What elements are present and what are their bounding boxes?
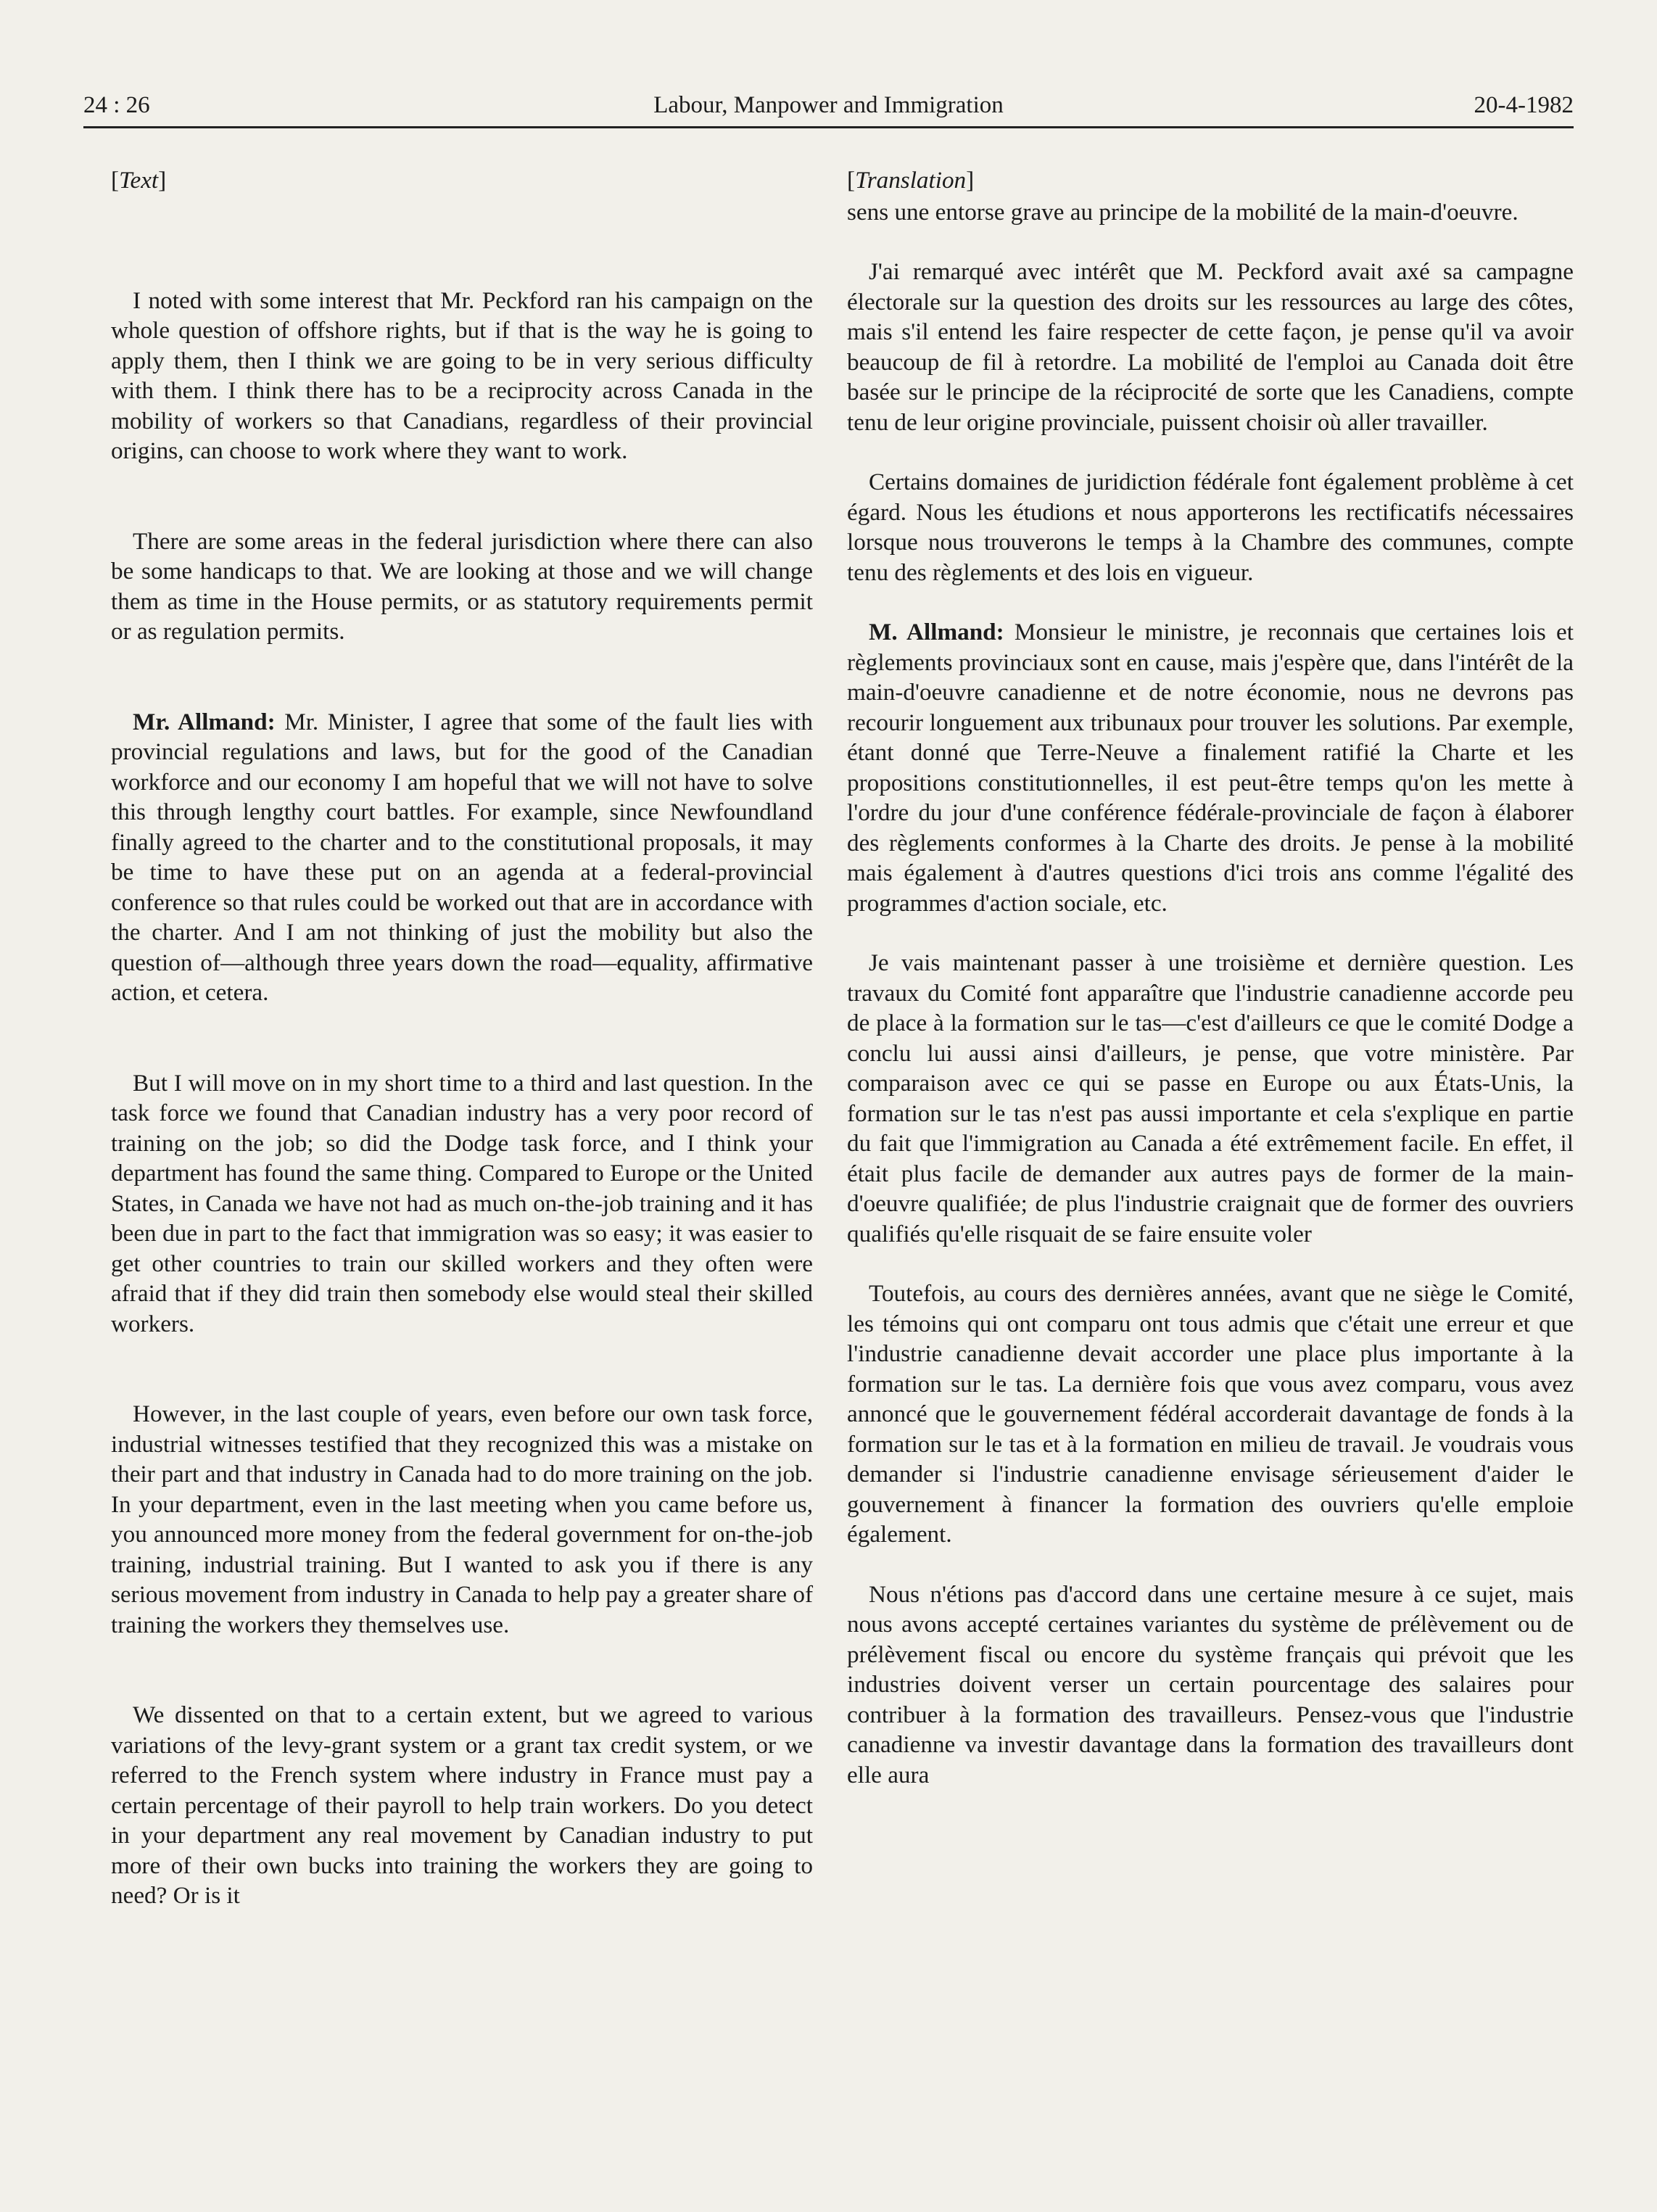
paragraph: Toutefois, au cours des dernières années, avant que ne siège le Comité, les témoins qui ont comparu ont tous admis que c'était une erreur et que l'industrie canadienne devait accorder une place plus importante à la formation sur le tas. La dernière fois que vous avez comparu, vous avez annoncé que le gouvernement fédéral accorderait davantage de fonds à la formation sur le tas et à la formation en milieu de travail. Je voudrais vous demander si l'industrie canadienne envisage sérieusement d'aider le gouvernement à financer la formation des ouvriers qu'elle emploie également.	[847, 1280, 1574, 1548]
page-header	[83, 86, 1574, 128]
header-date: 20-4-1982	[1474, 92, 1574, 118]
translation-marker: [Translation]	[847, 167, 975, 194]
speaker-name: Mr. Allmand:	[133, 708, 276, 735]
paragraph: Certains domaines de juridiction fédérale font également problème à cet égard. Nous les étudions et nous apporterons les rectificatifs nécessaires lorsque nous trouverons le temps à la Chambre des communes, compte tenu des règlements et des lois en vigueur.	[847, 469, 1574, 586]
paragraph: J'ai remarqué avec intérêt que M. Peckford avait axé sa campagne électorale sur la question des droits sur les ressources au large des côtes, mais s'il entend les faire respecter de cette façon, je pense qu'il va avoir beaucoup de fil à retordre. La mobilité de l'emploi au Canada doit être basée sur le principe de la réciprocité de sorte que les Canadiens, compte tenu de leur origine provinciale, puissent choisir où aller travailler.	[847, 258, 1574, 436]
page-number: 24 : 26	[83, 92, 150, 118]
text-marker: [Text]	[111, 167, 167, 194]
paragraph: But I will move on in my short time to a third and last question. In the task force we found that Canadian industry has a very poor record of training on the job; so did the Dodge task force, and I think your department has found the same thing. Compared to Europe or the United States, in Canada we have not had as much on-the-job training and it has been due in part to the fact that immigration was so easy; it was easier to get other countries to train our skilled workers and they often were afraid that if they did train then somebody else would steal their skilled workers.	[111, 1069, 813, 1337]
paragraph: Mr. Allmand: Mr. Minister, I agree that some of the fault lies with provincial regulations and laws, but for the good of the Canadian workforce and our economy I am hopeful that we will not have to solve this through lengthy court battles. For example, since Newfoundland finally agreed to the charter and to the constitutional proposals, it may be time to have these put on an agenda at a federal-provincial conference so that rules could be worked out that are in accordance with the charter. And I am not thinking of just the mobility but also the question of—although three years down the road—equality, affirmative action, et cetera.	[111, 708, 813, 1006]
speaker-name: M. Allmand:	[869, 619, 1004, 645]
english-column	[111, 165, 813, 1971]
paragraph: Nous n'étions pas d'accord dans une certaine mesure à ce sujet, mais nous avons accepté certaines variantes du système de prélèvement ou de prélèvement fiscal ou encore du système français qui prévoit que les industries doivent verser un certain pourcentage des salaires pour contribuer à la formation des travailleurs. Pensez-vous que l'industrie canadienne va investir davantage dans la formation des travailleurs dont elle aura	[847, 1580, 1574, 1788]
running-title: Labour, Manpower and Immigration	[653, 92, 1004, 118]
paragraph: There are some areas in the federal jurisdiction where there can also be some handicaps to that. We are looking at those and we will change them as time in the House permits, or as statutory requirements permit or as regulation permits.	[111, 527, 813, 645]
paragraph: We dissented on that to a certain extent, but we agreed to various variations of the levy-grant system or a grant tax credit system, or we referred to the French system where industry in France must pay a certain percentage of their payroll to help train workers. Do you detect in your department any real movement by Canadian industry to put more of their own bucks into training the workers they are going to need? Or is it	[111, 1701, 813, 1909]
paragraph: Je vais maintenant passer à une troisième et dernière question. Les travaux du Comité font apparaître que l'industrie canadienne accorde peu de place à la formation sur le tas—c'est d'ailleurs ce que le comité Dodge a conclu lui aussi ainsi d'ailleurs, je pense, que votre ministère. Par comparaison avec ce qui se passe en Europe ou aux États-Unis, la formation sur le tas n'est pas aussi importante et cela s'explique en partie du fait que l'immigration au Canada a été extrêmement facile. En effet, il était plus facile de demander aux autres pays de former de la main-d'oeuvre qualifiée; de plus l'industrie craignait que de former des ouvriers qualifiés qu'elle risquait de se faire ensuite voler	[847, 949, 1574, 1247]
paragraph: sens une entorse grave au principe de la mobilité de la main-d'oeuvre.	[847, 198, 1518, 226]
paragraph: I noted with some interest that Mr. Peckford ran his campaign on the whole question of offshore rights, but if that is the way he is going to apply them, then I think we are going to be in very serious difficulty with them. I think there has to be a reciprocity across Canada in the mobility of workers so that Canadians, regardless of their provincial origins, can choose to work where they want to work.	[111, 286, 813, 464]
paragraph: However, in the last couple of years, even before our own task force, industrial witnesses testified that they recognized this was a mistake on their part and that industry in Canada had to do more training on the job. In your department, even in the last meeting when you came before us, you announced more money from the federal government for on-the-job training, industrial training. But I wanted to ask you if there is any serious movement from industry in Canada to help pay a greater share of training the workers they themselves use.	[111, 1400, 813, 1638]
paragraph: M. Allmand: Monsieur le ministre, je reconnais que certaines lois et règlements provinciaux sont en cause, mais j'espère que, dans l'intérêt de la main-d'oeuvre canadienne et de notre économie, nous ne devrons pas recourir longuement aux tribunaux pour trouver les solutions. Par exemple, étant donné que Terre-Neuve a finalement ratifié la Charte et les propositions constitutionnelles, il est peut-être temps qu'on les mette à l'ordre du jour d'une conférence fédérale-provinciale de façon à élaborer des règlements conformes à la Charte des droits. Je pense à la mobilité mais également à d'autres questions d'ici trois ans comme l'égalité des programmes d'action sociale, etc.	[847, 619, 1574, 917]
french-column	[847, 165, 1574, 1820]
